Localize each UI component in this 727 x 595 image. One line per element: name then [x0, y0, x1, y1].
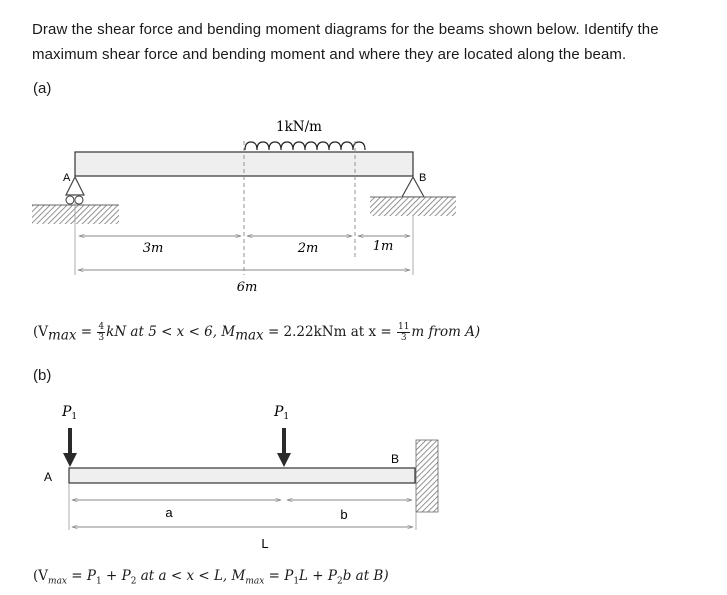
answer-a-x-fraction: $\frac{11}{3}$ — [397, 322, 410, 343]
ground-a — [32, 205, 119, 224]
dim-label-l: L — [261, 536, 269, 551]
answer-b-open: (V — [33, 568, 49, 584]
support-a-roller-2 — [75, 196, 83, 204]
answer-a-mval: = 2.22kNm at x = — [263, 324, 396, 340]
support-b-label: B — [419, 172, 427, 184]
answer-a-v-fraction: $\frac{4}{3}$ — [98, 322, 105, 343]
support-a-roller-1 — [66, 196, 74, 204]
distributed-load-symbol — [245, 142, 365, 150]
answer-a-msub: max — [235, 327, 264, 344]
load-p2-label: $P_1$ — [274, 404, 290, 422]
end-a-label: A — [44, 470, 53, 484]
support-a-label: A — [63, 172, 71, 184]
load-p2-arrow-head — [277, 453, 291, 467]
dim-label-2m: 2m — [297, 241, 319, 256]
part-a-label: (a) — [33, 80, 52, 97]
distributed-load-label: 1kN/m — [276, 119, 322, 135]
answer-b: ($V_{max} = P_1 + P_2$ at a < x < L, $M_{max} = P_1L + P_2b$ at B) — [33, 568, 389, 587]
answer-a-eq: = — [76, 324, 97, 340]
fixed-wall — [416, 440, 438, 512]
ground-b — [370, 197, 456, 216]
dim-label-1m: 1m — [372, 239, 394, 254]
answer-a-vtail: kN at 5 < x < 6, M — [106, 324, 236, 340]
dim-label-a: a — [165, 505, 173, 520]
answer-a-open: (V — [33, 324, 49, 340]
problem-line-1: Draw the shear force and bending moment diagrams for the beams shown below. Identify the — [32, 21, 659, 38]
answer-a-tail: m from A) — [411, 324, 481, 340]
answer-a-vsub: max — [48, 327, 77, 344]
load-p1-arrow-head — [63, 453, 77, 467]
end-b-label: B — [391, 452, 400, 466]
dim-label-3m: 3m — [142, 241, 164, 256]
beam-b — [69, 468, 415, 483]
dim-label-b: b — [340, 507, 348, 522]
problem-line-2: maximum shear force and bending moment and where they are located along the beam. — [32, 46, 627, 63]
dim-label-6m: 6m — [236, 280, 258, 295]
load-p1-label: $P_1$ — [62, 404, 78, 422]
answer-a — [33, 322, 480, 344]
part-b-label: (b) — [33, 367, 52, 384]
